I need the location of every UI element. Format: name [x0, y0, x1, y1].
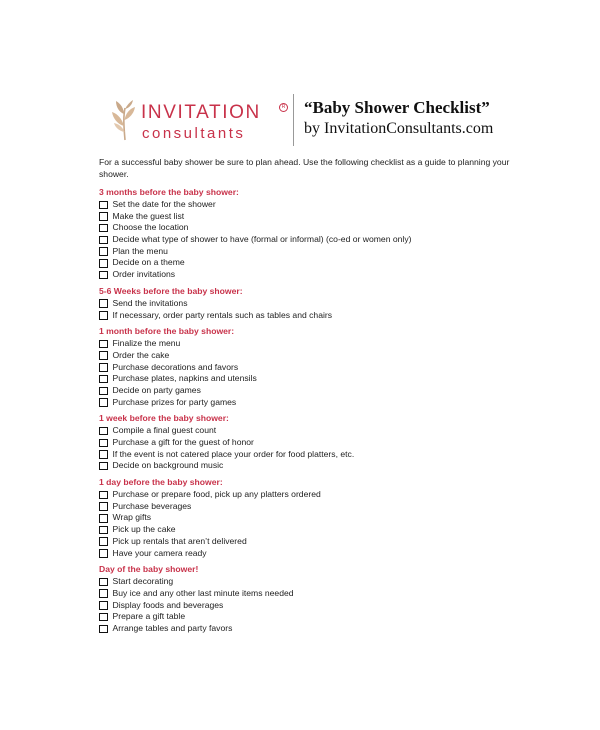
checklist-item[interactable]	[99, 199, 519, 211]
checkbox[interactable]	[99, 351, 108, 360]
checklist-item-label: Set the date for the shower	[112, 199, 216, 209]
checklist-item[interactable]	[99, 600, 519, 612]
header-divider	[293, 94, 294, 146]
checklist-section	[99, 564, 519, 634]
checklist-item[interactable]	[99, 460, 519, 472]
logo	[108, 96, 288, 146]
checkbox[interactable]	[99, 201, 108, 210]
checklist-item-label: Buy ice and any other last minute items needed	[112, 587, 294, 598]
checkbox[interactable]	[99, 578, 108, 587]
checklist-item-label: Pick up rentals that aren’t delivered	[112, 535, 247, 546]
checkbox[interactable]	[99, 549, 108, 558]
checklist-item[interactable]	[99, 623, 519, 635]
checklist-item[interactable]	[99, 397, 519, 409]
checkbox[interactable]	[99, 450, 108, 459]
checklist-item-label: Decide on a theme	[112, 257, 185, 268]
checkbox[interactable]	[99, 625, 108, 634]
checklist-item[interactable]	[99, 385, 519, 397]
checklist-section	[99, 187, 519, 281]
checkbox[interactable]	[99, 299, 108, 308]
section-heading: 1 month before the baby shower:	[99, 326, 235, 337]
checkbox[interactable]	[99, 212, 108, 221]
checklist-item-label: Plan the menu	[112, 245, 168, 256]
checklist-item-label: Display foods and beverages	[112, 599, 224, 610]
checkbox[interactable]	[99, 601, 108, 610]
checkbox[interactable]	[99, 502, 108, 511]
checklist-item[interactable]	[99, 211, 519, 223]
checklist-item[interactable]	[99, 246, 519, 258]
intro-paragraph: For a successful baby shower be sure to plan ahead. Use the following checklist as a guide to planning your shower.	[99, 157, 510, 179]
checklist-item[interactable]	[99, 350, 519, 362]
checklist-item-label: Start decorating	[112, 576, 174, 587]
checklist-item[interactable]	[99, 588, 519, 600]
checklist-item-label: Order the cake	[112, 349, 170, 360]
checklist-item-label: Send the invitations	[112, 297, 188, 308]
checklist-item[interactable]	[99, 576, 519, 588]
checklist-item-label: Finalize the menu	[112, 338, 181, 349]
checklist-item-label: If necessary, order party rentals such as tables and chairs	[112, 309, 333, 320]
checklist-section	[99, 286, 519, 321]
checklist-item[interactable]	[99, 310, 519, 322]
checklist-item[interactable]	[99, 489, 519, 501]
checkbox[interactable]	[99, 363, 108, 372]
checklist-item-label: Arrange tables and party favors	[112, 622, 233, 633]
checkbox[interactable]	[99, 224, 108, 233]
checklist-item-label: Have your camera ready	[112, 547, 207, 558]
checklist-item-label: Decide on party games	[112, 384, 201, 395]
checkbox[interactable]	[99, 439, 108, 448]
checkbox[interactable]	[99, 514, 108, 523]
section-heading: 5-6 Weeks before the baby shower:	[99, 285, 243, 296]
section-heading: 1 day before the baby shower:	[99, 477, 223, 488]
checklist-item-label: Compile a final guest count	[112, 425, 217, 436]
checklist-item-label: If the event is not catered place your order for food platters, etc.	[112, 448, 355, 459]
leaf-sprig-icon	[108, 96, 138, 142]
checklist-item[interactable]	[99, 449, 519, 461]
checklist-item[interactable]	[99, 234, 519, 246]
checkbox[interactable]	[99, 613, 108, 622]
page-subtitle: by InvitationConsultants.com	[304, 120, 494, 137]
checklist-item-label: Choose the location	[112, 222, 189, 233]
checklist-item[interactable]	[99, 269, 519, 281]
checklist-item[interactable]	[99, 524, 519, 536]
section-heading: Day of the baby shower!	[99, 564, 199, 575]
logo-wordmark-consultants: consultants	[142, 125, 246, 142]
checklist-item-label: Pick up the cake	[112, 524, 176, 535]
section-heading: 1 week before the baby shower:	[99, 413, 229, 424]
checkbox[interactable]	[99, 340, 108, 349]
header	[108, 88, 528, 148]
checklist-item-label: Purchase decorations and favors	[112, 361, 239, 372]
checklist-item[interactable]	[99, 298, 519, 310]
checklist-item-label: Make the guest list	[112, 210, 185, 221]
checkbox[interactable]	[99, 311, 108, 320]
checkbox[interactable]	[99, 537, 108, 546]
checklist-item[interactable]	[99, 425, 519, 437]
checklist-sections	[99, 187, 519, 635]
checklist-item[interactable]	[99, 501, 519, 513]
checklist-section	[99, 326, 519, 408]
checklist-item[interactable]	[99, 536, 519, 548]
checklist-item-label: Purchase beverages	[112, 500, 192, 511]
checkbox[interactable]	[99, 462, 108, 471]
checklist-item-label: Purchase plates, napkins and utensils	[112, 373, 257, 384]
checkbox[interactable]	[99, 398, 108, 407]
checklist-section	[99, 477, 519, 559]
checklist-item[interactable]	[99, 338, 519, 350]
checklist-item-label: Order invitations	[112, 269, 176, 280]
checklist-content	[99, 157, 519, 640]
checklist-item-label: Wrap gifts	[112, 512, 152, 523]
checkbox[interactable]	[99, 271, 108, 280]
checklist-item[interactable]	[99, 512, 519, 524]
page-title: “Baby Shower Checklist”	[304, 98, 490, 117]
checklist-item[interactable]	[99, 611, 519, 623]
checkbox[interactable]	[99, 247, 108, 256]
checkbox[interactable]	[99, 491, 108, 500]
checkbox[interactable]	[99, 387, 108, 396]
checkbox[interactable]	[99, 526, 108, 535]
checklist-item[interactable]	[99, 437, 519, 449]
checklist-item[interactable]	[99, 257, 519, 269]
checkbox[interactable]	[99, 589, 108, 598]
checklist-item-label: Prepare a gift table	[112, 611, 186, 622]
checkbox[interactable]	[99, 375, 108, 384]
checklist-item-label: Decide what type of shower to have (formal or informal) (co-ed or women only)	[112, 234, 412, 245]
checklist-item-label: Purchase prizes for party games	[112, 396, 237, 407]
checkbox[interactable]	[99, 427, 108, 436]
checklist-item-label: Decide on background music	[112, 460, 224, 471]
checklist-item[interactable]	[99, 362, 519, 374]
section-heading: 3 months before the baby shower:	[99, 187, 239, 197]
checklist-section	[99, 413, 519, 472]
checklist-item[interactable]	[99, 548, 519, 560]
logo-wordmark-invitation: INVITATION	[141, 102, 261, 123]
checklist-item-label: Purchase a gift for the guest of honor	[112, 437, 254, 447]
checklist-item[interactable]	[99, 222, 519, 234]
registered-mark: R	[279, 103, 288, 112]
checklist-item[interactable]	[99, 373, 519, 385]
checkbox[interactable]	[99, 259, 108, 268]
checkbox[interactable]	[99, 236, 108, 245]
checklist-item-label: Purchase or prepare food, pick up any platters ordered	[112, 489, 321, 500]
